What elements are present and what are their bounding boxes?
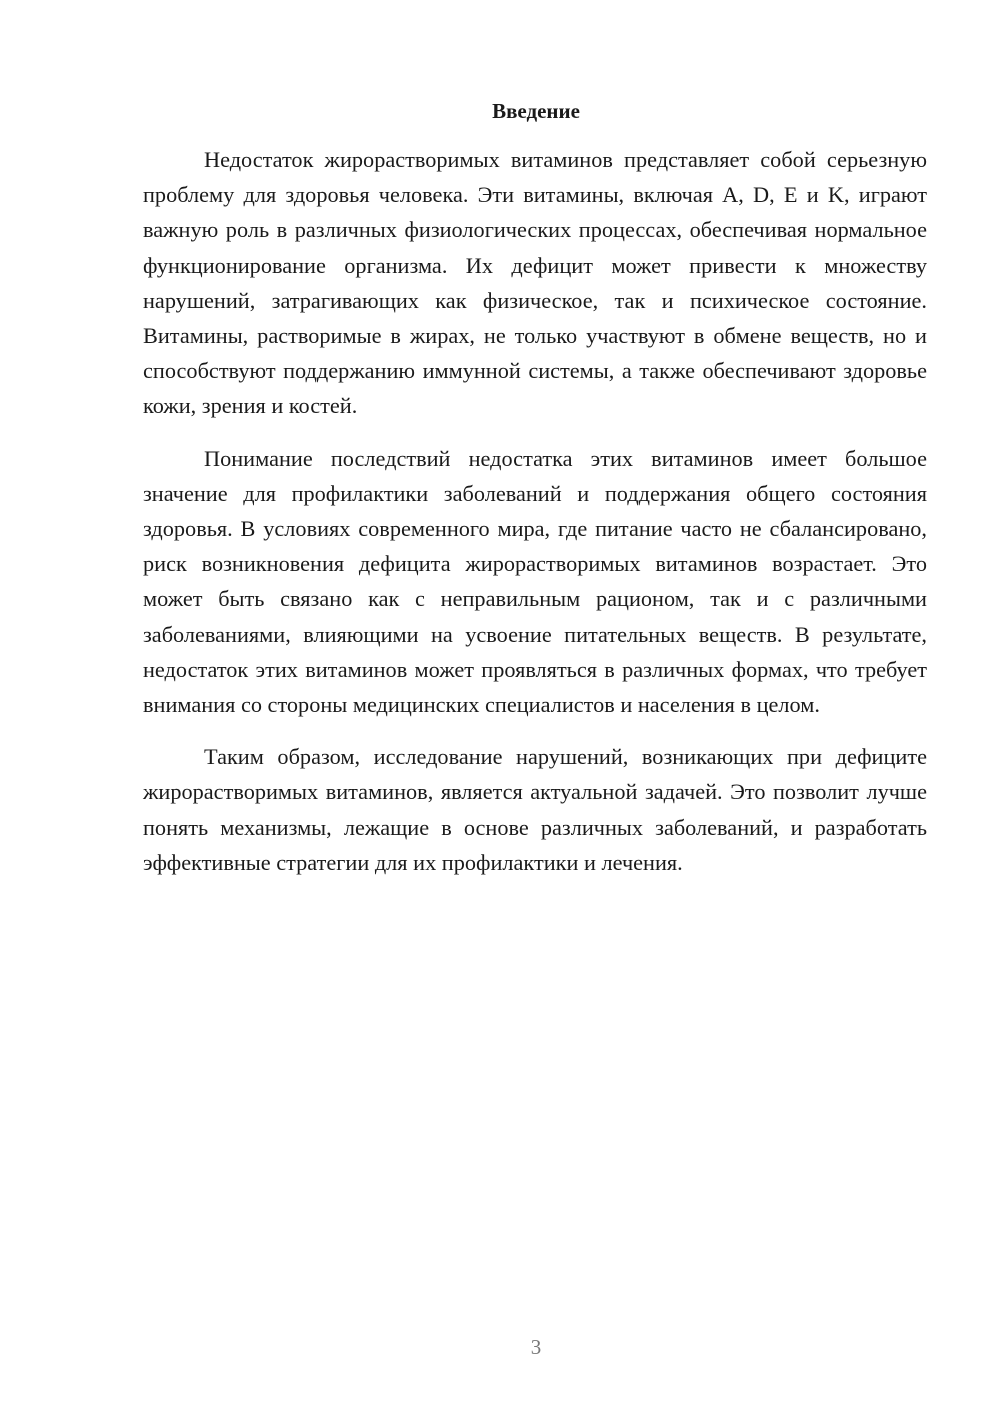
document-body — [143, 142, 927, 897]
paragraph-2: Понимание последствий недостатка этих витаминов имеет большое значение для профилактики заболеваний и поддержания общего состояния здоровья. В условиях современного мира, где питание часто не сбалансировано, риск возникновения дефицита жирорастворимых витаминов возрастает. Это может быть связано как с неправильным рационом, так и с различными заболеваниями, влияющими на усвоение питательных веществ. В результате, недостаток этих витаминов может проявляться в различных формах, что требует внимания со стороны медицинских специалистов и населения в целом. — [143, 445, 927, 718]
paragraph-3: Таким образом, исследование нарушений, возникающих при дефиците жирорастворимых витаминов, является актуальной задачей. Это позволит лучше понять механизмы, лежащие в основе различных заболеваний, и разработать эффективные стратегии для их профилактики и лечения. — [143, 744, 927, 875]
page-number: 3 — [530, 1335, 542, 1359]
paragraph-1: Недостаток жирорастворимых витаминов представляет собой серьезную проблему для здоровья человека. Эти витамины, включая A, D, E и K, играют важную роль в различных физиологических процессах, обеспечивая нормальное функционирование организма. Их дефицит может привести к множеству нарушений, затрагивающих как физическое, так и психическое состояние. Витамины, растворимые в жирах, не только участвуют в обмене веществ, но и способствуют поддержанию иммунной системы, а также обеспечивают здоровье кожи, зрения и костей. — [143, 147, 927, 419]
page-title: Введение — [492, 99, 580, 123]
